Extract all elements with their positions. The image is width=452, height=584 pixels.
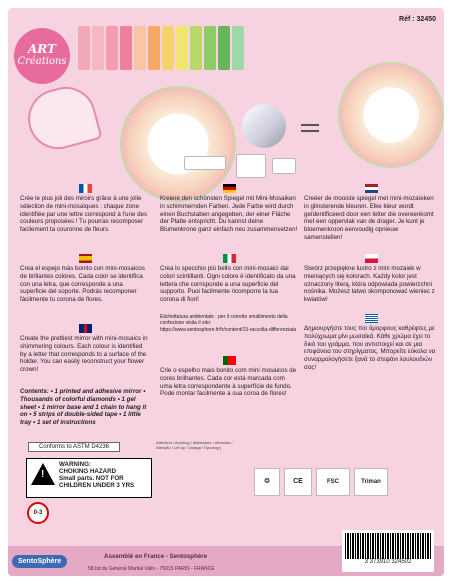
address-text: 58 bd du Général Martial Valin - 75015 PARIS - FRANCE [88,566,215,572]
mirror-stand [236,154,266,178]
astm-badge: Conforms to ASTM D4236 [28,442,120,452]
age-warning-icon: 0-3 [27,502,49,524]
text-block-nl: Creëer de mooiste spiegel met mini-mozaïeken in glinsterende kleuren. Elke kleur wordt geïdentificeerd door een letter die overeenkomt met een oppervlak van de drager. Je kunt je bloemenkroon eenvoudig opnieuw samenstellen! [304,184,438,242]
text-block-pt: Crie o espelho mais bonito com mini mosaicos de cores brilhantes. Cada cor está marcada com uma letra correspondente à superfície de fundo. Pode montar facilmente a sua coroa de flores! [160,356,298,398]
flag-es-icon [79,254,92,263]
color-strip [232,26,244,70]
color-strip [190,26,202,70]
color-strip [78,26,90,70]
flag-nl-icon [365,184,378,193]
fsc-mark: FSC [316,468,350,496]
text-block-pl: Stwórz przepiękne lustro z mini mozaiek w mieniących się kolorach. Każdy kolor jest oznaczony literą, która odpowiada powierzchni nośnika. Możesz łatwo skomponować wieniec z kwiatów! [304,254,438,304]
text-block-es: Crea el espejo más bonito con mini-mosaicos de brillantes colores. Cada color se identifica con una letra, que corresponde a una superficie del soporte. Podrás recomponer fácilmente tu corona de flores. [20,254,150,304]
flag-pl-icon [365,254,378,263]
art-creations-logo: ART Créations [14,28,70,84]
flag-fr-icon [79,184,92,193]
barcode-number: 3 373910 324502 [364,559,412,565]
package-back [8,8,444,576]
hanging-chain [272,158,296,174]
text-block-en: Create the prettiest mirror with mini-mosaics in shimmering colours. Each colour is identified by a letter that corresponds to a surface of the holder. You can easily reconstruct your flower crown! [20,324,150,374]
heart-tray [21,80,102,156]
triman-mark: Triman [354,468,388,496]
text-block-de: Kreiere den schönsten Spiegel mit Mini-Mosaiken in schimmernden Farben. Jede Farbe wird durch einen Buchstaben angegeben, der einer Fläche der Platte entspricht. Du kannst deine Blumenkrone ganz einfach neu zusammensetzen! [160,184,298,234]
color-strip [176,26,188,70]
color-strip [106,26,118,70]
equals-sign [301,124,319,132]
legal-text: Attention / Achtung / Attenzione / Atención / Atenção / Let op / Uwaga / Προσοχή [156,440,233,451]
flag-de-icon [223,184,236,193]
barcode [342,530,434,572]
color-strip [162,26,174,70]
assembled-text: Assemblé en France - Sentosphère [104,553,208,560]
color-strip [148,26,160,70]
flag-it-icon [223,254,236,263]
color-strip [120,26,132,70]
flag-pt-icon [223,356,236,365]
tape-strips [184,156,226,170]
text-block-it: Crea lo specchio più bello con mini-mosaici dai colori scintillanti. Ogni colore è identificato da una lettera che corrisponde a una superficie del supporto. Puoi facilmente ricomporre la tua corona di fiori! [160,254,298,304]
recycle-bin-icon: ♲ [254,468,280,496]
text-block-gr: Δημιουργήστε τους πιο όμορφους καθρέφτες με πολύχρωμα μίνι μωσαϊκά. Κάθε χρώμα έχει το δικό του γράμμα, που αντιστοιχεί και σε μια επιφάνεια του στηρίγματος. Μπορείτε εύκολα να συναρμολογήσετε ξανά το στεφάνι λουλουδιών σας! [304,314,438,372]
flag-gb-icon [79,324,92,333]
barcode-bars [345,533,431,559]
flag-gr-icon [365,314,378,323]
color-strip [218,26,230,70]
ce-mark: CE [284,468,312,496]
mirror-wreath-finished [338,62,444,168]
contents-list: Contents: • 1 printed and adhesive mirror • Thousands of colorful diamonds • 1 gel sheet • 1 mirror base and 1 chain to hang it on • 5 strips of double-sided tape • 1 little tray • 1 set of instructions [20,388,147,426]
it-eco-note: Etichettatura ambientale : per il corretto smaltimento della confezione visita il sito: https://www.sentosphere.fr/fr/content/15-raccolta-differenziata [160,314,297,333]
color-strip [92,26,104,70]
color-strip [204,26,216,70]
color-strips [78,26,244,70]
color-strip [134,26,146,70]
choking-warning: ! WARNING: CHOKING HAZARD Small parts. NOT FOR CHILDREN UNDER 3 YRS [26,458,152,498]
mirror-disc [242,104,286,148]
text-block-fr: Crée le plus joli des miroirs grâce à une jolie sélection de mini-mosaïques : chaque zone identifiée par une lettre correspond à l'une des couleurs proposées ! Tu pourras recomposer facilement ta couronne de fleurs. [20,184,150,234]
sentosphere-logo: SentoSphère [12,555,67,568]
reference-number: Réf : 32450 [399,16,436,23]
